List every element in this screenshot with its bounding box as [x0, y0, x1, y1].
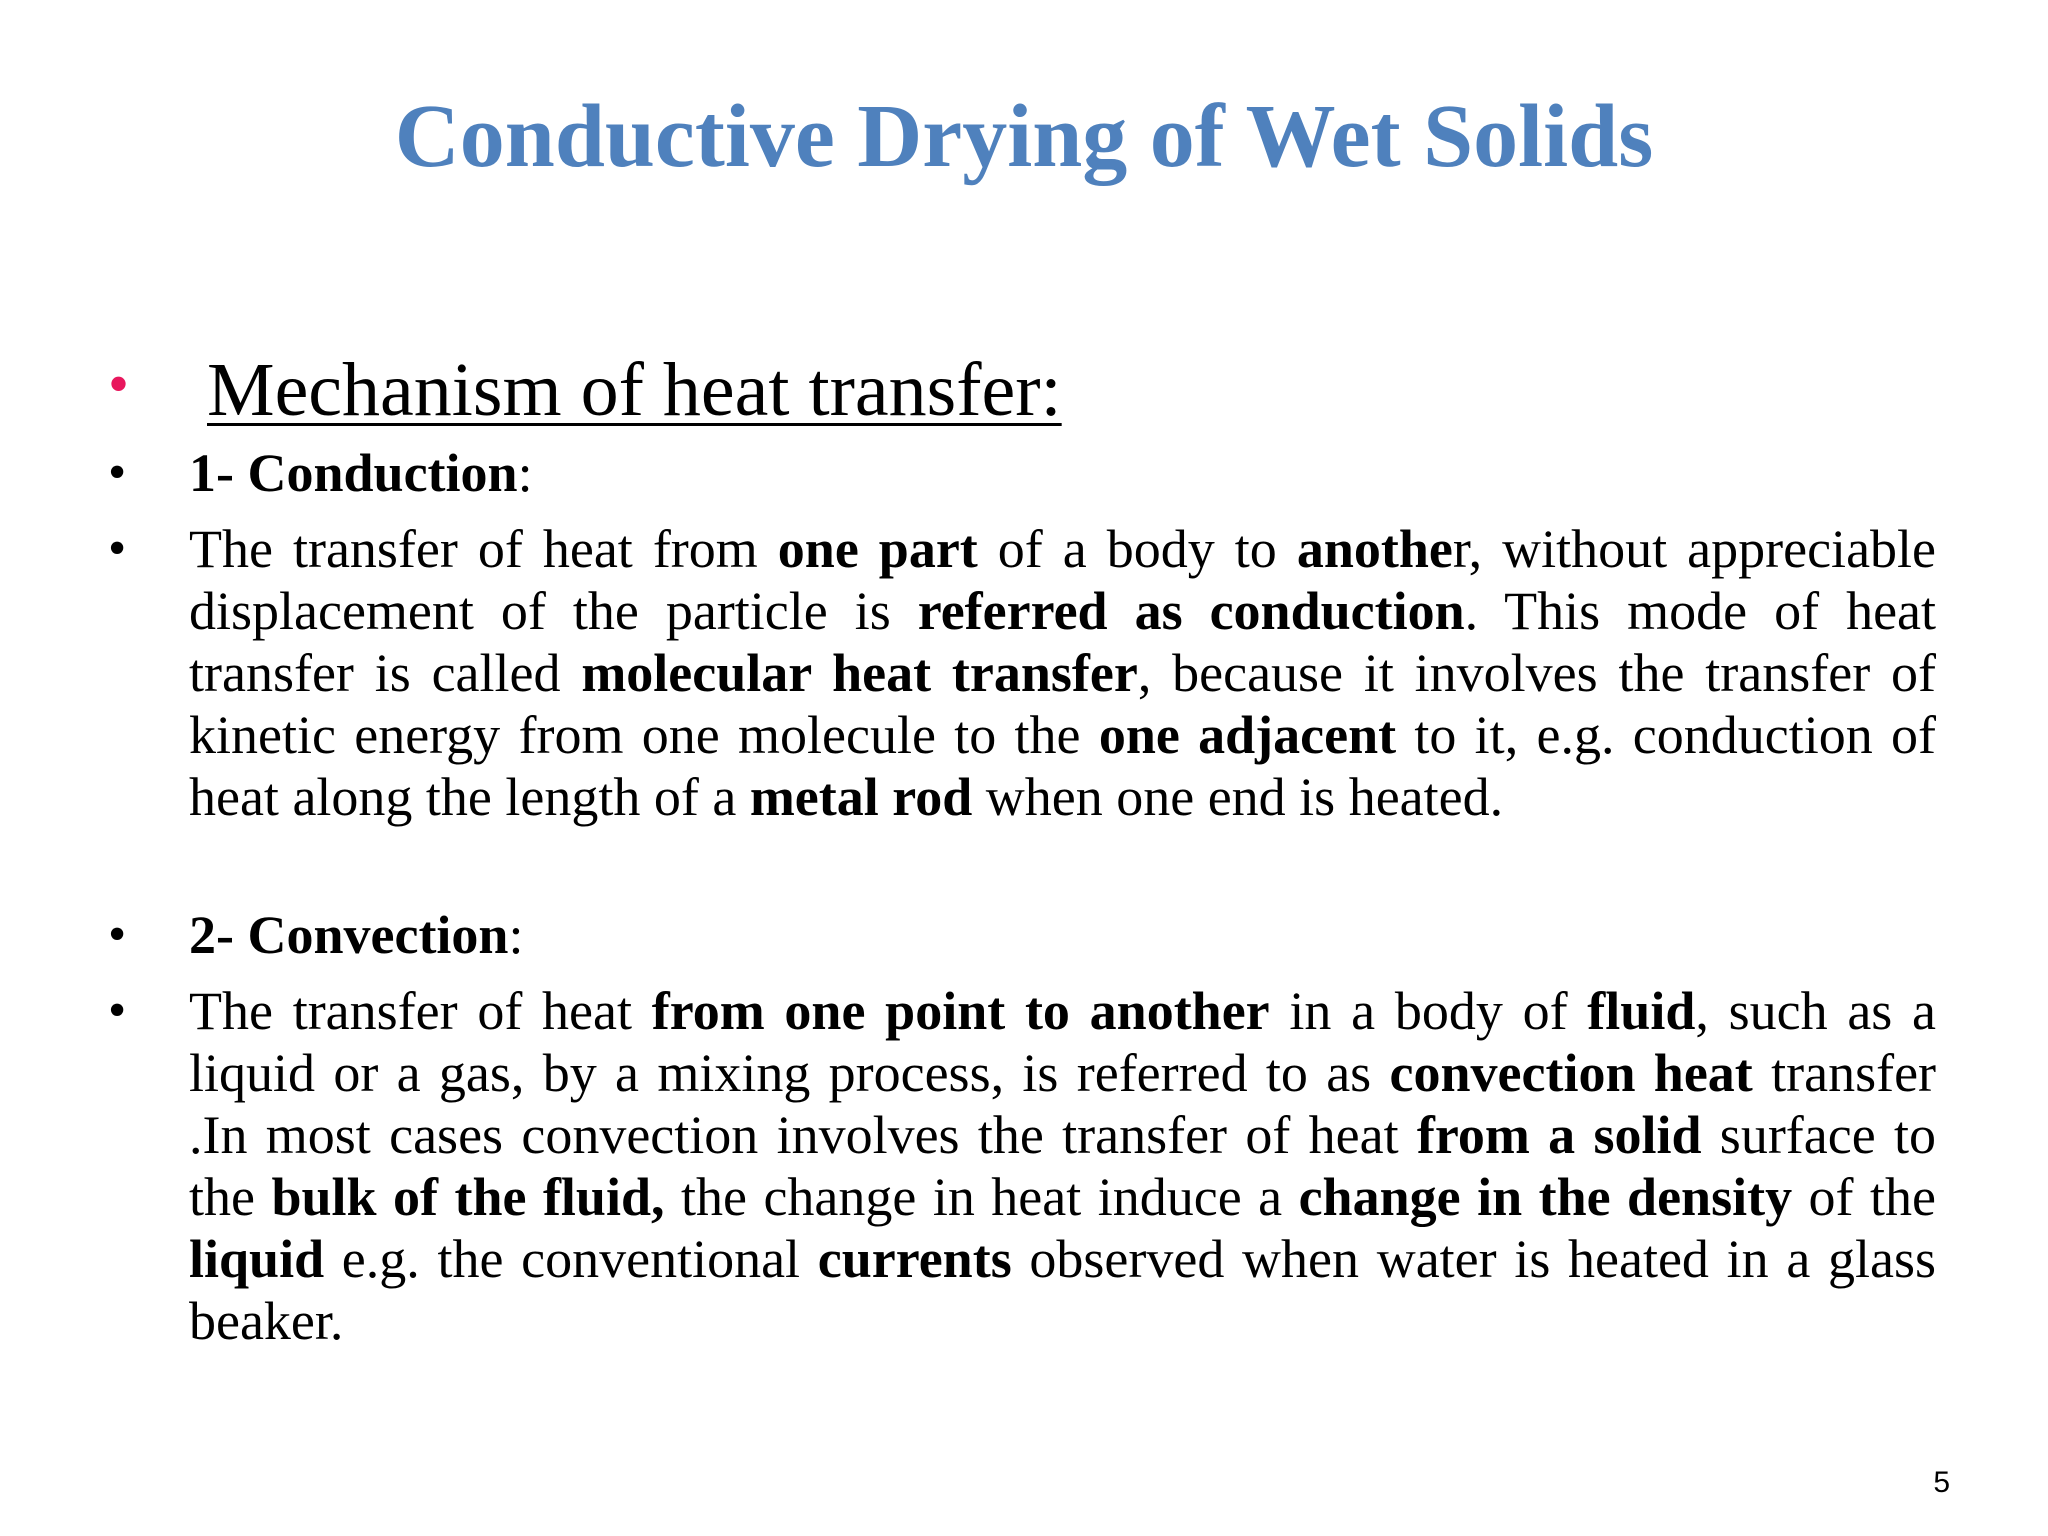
bold-text-segment: one part: [777, 519, 978, 579]
bold-text-segment: anothe: [1296, 519, 1453, 579]
bold-text-segment: from one point to another: [651, 981, 1270, 1041]
text-segment: of a body to: [977, 519, 1297, 579]
text-segment: r, without appreciable displacement of the particle is: [189, 519, 1937, 641]
bullet-icon: •: [108, 982, 127, 1039]
text-segment: to it, e.g. conduction of heat along the length of a: [189, 705, 1936, 827]
conduction-label: 1- Conduction:: [189, 443, 533, 503]
text-segment: , because it involves the transfer of kinetic energy from one molecule to the: [189, 643, 1936, 765]
bullet-icon: •: [108, 444, 127, 501]
convection-label: 2- Convection:: [189, 905, 524, 965]
bold-text-segment: one adjacent: [1098, 705, 1397, 765]
conduction-paragraph: [189, 518, 1936, 828]
text-segment: , such as a liquid or a gas, by a mixing process, is referred to as: [189, 981, 1937, 1103]
text-segment: The transfer of heat: [189, 981, 652, 1041]
text-segment: when one end is heated.: [972, 767, 1504, 827]
text-segment: surface to the: [189, 1105, 1936, 1227]
bold-text-segment: metal rod: [749, 767, 973, 827]
bold-text-segment: currents: [817, 1229, 1012, 1289]
convection-paragraph: [189, 980, 1936, 1352]
text-segment: observed when water is heated in a glass beaker.: [189, 1229, 1936, 1351]
section-heading: Mechanism of heat transfer:: [207, 348, 1062, 432]
bullet-icon: •: [108, 906, 127, 963]
text-segment: the change in heat induce a: [664, 1167, 1299, 1227]
text-segment: e.g. the conventional: [324, 1229, 818, 1289]
page-number: 5: [1933, 1466, 1950, 1499]
text-segment: transfer .In most cases convection involves the transfer of heat: [189, 1043, 1937, 1165]
bold-text-segment: change in the density: [1298, 1167, 1793, 1227]
bold-text-segment: from a solid: [1416, 1105, 1702, 1165]
text-segment: in a body of: [1269, 981, 1588, 1041]
bullet-icon: •: [108, 520, 127, 577]
text-segment: The transfer of heat from: [189, 519, 778, 579]
slide-title: Conductive Drying of Wet Solids: [394, 87, 1654, 186]
bold-text-segment: convection heat: [1389, 1043, 1753, 1103]
text-segment: . This mode of heat transfer is called: [189, 581, 1937, 703]
bold-text-segment: bulk of the fluid,: [271, 1167, 665, 1227]
bold-text-segment: fluid: [1587, 981, 1696, 1041]
text-segment: of the: [1792, 1167, 1936, 1227]
bold-text-segment: molecular heat transfer: [581, 643, 1138, 703]
bullet-icon: •: [108, 351, 130, 417]
bold-text-segment: liquid: [189, 1229, 325, 1289]
bold-text-segment: referred as conduction: [917, 581, 1465, 641]
